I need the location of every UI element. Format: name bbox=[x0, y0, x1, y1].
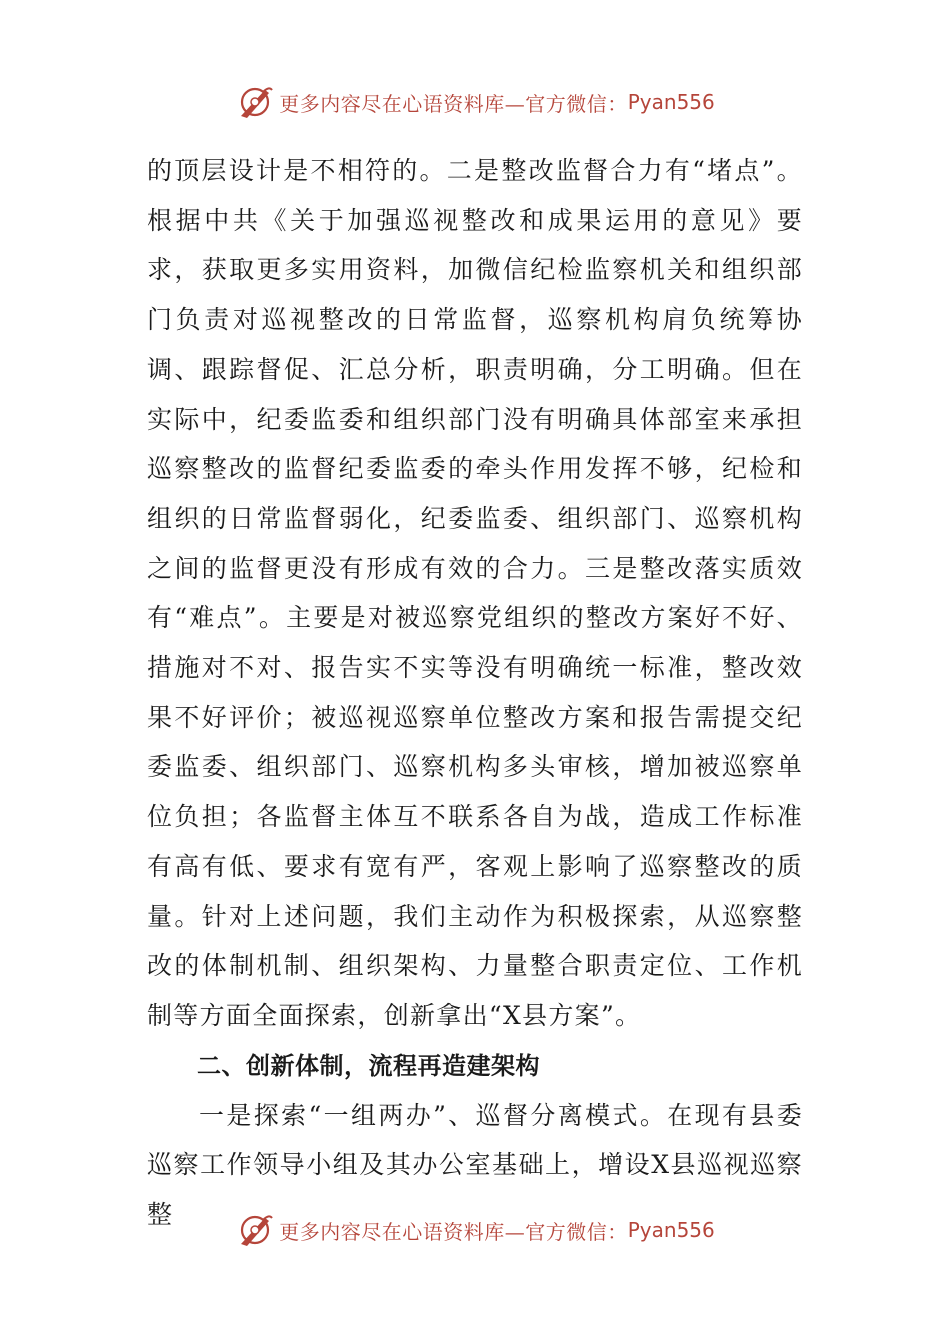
watermark-label: 更多内容尽在心语资料库—官方微信： bbox=[279, 1219, 628, 1244]
section-heading: 二、创新体制，流程再造建架构 bbox=[197, 1051, 540, 1080]
paragraph-continuation: 的顶层设计是不相符的。二是整改监督合力有“堵点”。根据中共《关于加强巡视整改和成果运用的意见》要求，获取更多实用资料，加微信纪检监察机关和组织部门负责对巡视整改的日常监督，巡察机构肩负统筹协调、跟踪督促、汇总分析，职责明确，分工明确。但在实际中，纪委监委和组织部门没有明确具体部室来承担巡察整改的监督纪委监委的牵头作用发挥不够，纪检和组织的日常监督弱化，纪委监委、组织部门、巡察机构之间的监督更没有形成有效的合力。三是整改落实质效有“难点”。主要是对被巡察党组织的整改方案好不好、措施对不对、报告实不实等没有明确统一标准，整改效果不好评价；被巡视巡察单位整改方案和报告需提交纪委监委、组织部门、巡察机构多头审核，增加被巡察单位负担；各监督主体互不联系各自为战，造成工作标准有高有低、要求有宽有严，客观上影响了巡察整改的质量。针对上述问题，我们主动作为积极探索，从巡察整改的体制机制、组织架构、力量整合职责定位、工作机制等方面全面探索，创新拿出“X县方案”。 bbox=[147, 156, 803, 1030]
paragraph-section-start: 一是探索“一组两办”、巡督分离模式。在现有县委巡察工作领导小组及其办公室基础上，增设X县巡视巡察整 bbox=[147, 1100, 803, 1230]
header-watermark bbox=[0, 80, 950, 124]
watermark-label: 更多内容尽在心语资料库—官方微信： bbox=[279, 91, 628, 116]
pen-circle-logo-icon bbox=[235, 1210, 275, 1250]
watermark-brand: Pyan556 bbox=[627, 1218, 715, 1242]
footer-watermark bbox=[0, 1208, 950, 1252]
watermark-brand: Pyan556 bbox=[627, 90, 715, 114]
pen-circle-logo-icon bbox=[235, 82, 275, 122]
document-body bbox=[147, 146, 803, 1240]
